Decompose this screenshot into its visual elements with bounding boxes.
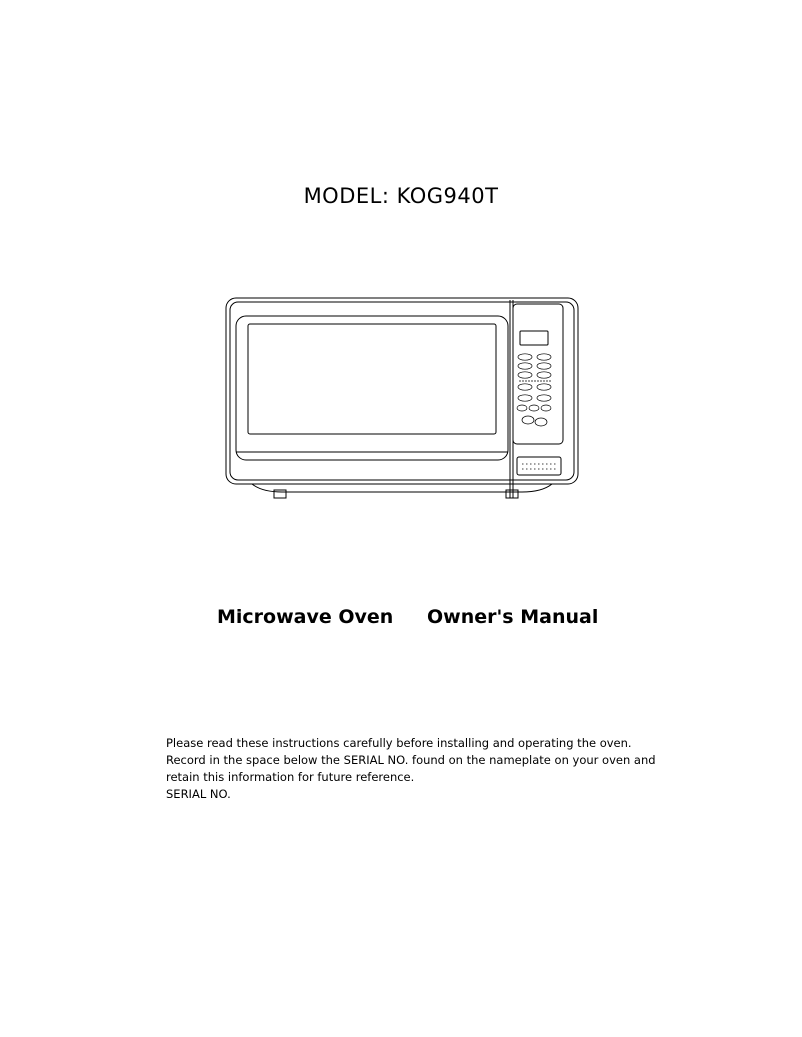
instruction-record: Record in the space below the SERIAL NO. found on the nameplate on your oven and retain this information for future reference.: [166, 753, 656, 784]
instructions-block: [166, 735, 686, 803]
oven-body-outline: [226, 298, 578, 484]
model-title: MODEL: KOG940T: [303, 184, 499, 208]
display-window: [520, 331, 548, 345]
control-panel: [513, 304, 563, 444]
foot-left: [274, 490, 286, 498]
keypad: [517, 354, 552, 426]
instruction-read: Please read these instructions carefully before installing and operating the oven.: [166, 736, 632, 750]
microwave-oven-illustration: [222, 294, 582, 500]
foot-right: [506, 490, 518, 498]
manual-name: Owner's Manual: [427, 606, 599, 628]
oven-body-inner-outline: [230, 302, 574, 480]
oven-base-curve: [252, 484, 552, 492]
oven-window: [248, 324, 496, 434]
serial-number-label: SERIAL NO.: [166, 787, 231, 801]
door-release-button: [517, 457, 561, 475]
product-name: Microwave Oven: [217, 606, 394, 628]
oven-door: [236, 316, 508, 460]
